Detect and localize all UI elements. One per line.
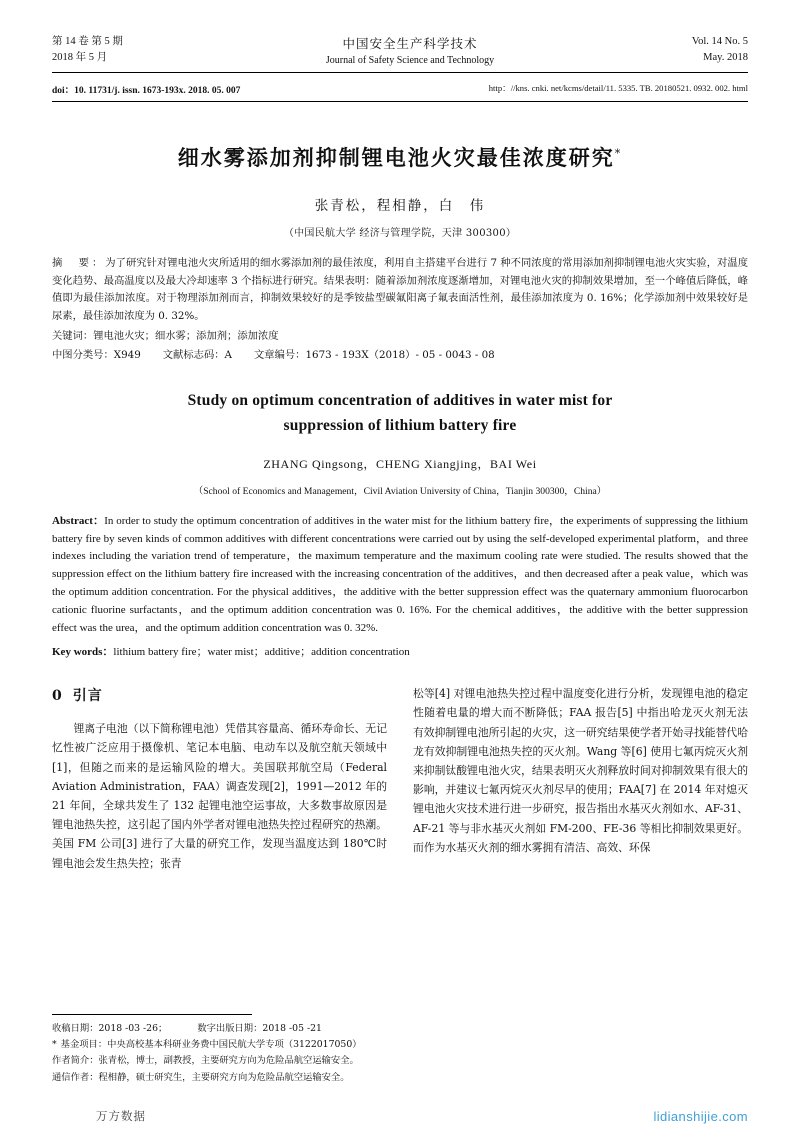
online-value: 2018 -05 -21 — [262, 1022, 322, 1034]
body-column-left — [52, 684, 387, 946]
footnote-area — [52, 1014, 748, 1086]
footnote-rule — [52, 1014, 252, 1015]
received-label: 收稿日期： — [52, 1022, 99, 1034]
affiliation-cn: （中国民航大学 经济与管理学院，天津 300300） — [283, 227, 517, 239]
clc-label: 中图分类号： — [52, 349, 114, 362]
clc-value: X949 — [113, 349, 141, 362]
journal-title-en: Journal of Safety Science and Technology — [325, 55, 495, 67]
footnote-corresponding — [52, 1070, 748, 1086]
author-bio-label: 作者简介： — [52, 1055, 99, 1067]
body-paragraph-left: 锂离子电池（以下简称锂电池）凭借其容量高、循环寿命长、无记忆性被广泛应用于摄像机、笔记本电脑、电动车以及航空航天领域中[1]，但随之而来的是运输风险的增大。美国联邦航空局（Federal Aviation Administration，FAA）调查发现[2]，1991—2012 年的 21 年间，全球共发生了 132 起锂电池空运事故，大多数事故原因是锂电池热失控，这引起了国内外学者对锂电池热失控过程研究的热潮。美国 FM 公司[3] 进行了大量的研究工作，发现当温度达到 180℃时锂电池会发生热失控；张青 — [52, 722, 387, 870]
title-footnote-mark: * — [614, 146, 623, 160]
journal-title-cn: 中国安全生产科学技术 — [342, 36, 478, 51]
body-columns — [52, 684, 748, 946]
body-column-right — [413, 684, 748, 946]
abstract-cn-text: 为了研究针对锂电池火灾所适用的细水雾添加剂的最佳浓度，利用自主搭建平台进行 7 种不同浓度的常用添加剂抑制锂电池火灾实验，对温度变化趋势、最高温度以及最大冷却速率 3 个指标进行研究。结果表明：随着添加剂浓度逐渐增加，对锂电池火灾的抑制效果增加，至一个峰值后降低，峰值即为最佳添加浓度。对于物理添加剂而言，抑制效果较好的是季铵盐型碳氟阳离子氟表面活性剂，最佳添加浓度为 0. 16%；化学添加剂中效果较好是尿素，最佳添加浓度为 0. 32%。 — [52, 256, 748, 322]
cnki-url[interactable]: http：//kns. cnki. net/kcms/detail/11. 5335. TB. 20180521. 0932. 002. html — [488, 82, 748, 93]
body-paragraph-right: 松等[4] 对锂电池热失控过程中温度变化进行分析，发现锂电池的稳定性随着电量的增大而不断降低；FAA 报告[5] 中指出哈龙灭火剂无法有效抑制锂电池所引起的火灾，这一研究结果使学者开始寻找能替代哈龙有效抑制锂电池热失控的灭火剂。Wang 等[6] 使用七氟丙烷灭火剂来抑制钛酸锂电池火灾，结果表明灭火剂释放时间对抑制效果有很大的影响，并建议七氟丙烷灭火剂尽早的使用；FAA[7] 在 2014 年对熄灭锂电池火灾技术进行进一步研究，报告指出水基灭火剂如水、AF-31、AF-21 等与非水基灭火剂如 FM-200、FE-36 等相比抑制效果更好。而作为水基灭火剂的细水雾拥有清洁、高效、环保 — [413, 687, 748, 854]
fund-star-mark: * — [52, 1039, 57, 1051]
running-head-right — [598, 34, 748, 67]
doi-rule — [52, 101, 748, 102]
title-en-line2: suppression of lithium battery fire — [283, 416, 517, 434]
author-bio-value: 张青松，博士，副教授，主要研究方向为危险品航空运输安全。 — [98, 1055, 359, 1067]
doi-row — [52, 82, 748, 101]
abstract-en — [52, 513, 748, 638]
doi-text: doi：10. 11731/j. issn. 1673-193x. 2018. 05. 007 — [52, 85, 241, 96]
authors-en: ZHANG Qingsong，CHENG Xiangjing，BAI Wei — [263, 456, 537, 471]
section-number: 0 — [52, 688, 63, 705]
running-head-left — [52, 34, 222, 67]
volume-issue: 第 14 卷 第 5 期 — [52, 36, 123, 47]
keywords-en — [52, 644, 748, 662]
running-head-center — [222, 34, 598, 69]
footnote-dates — [52, 1021, 748, 1037]
footnote-author — [52, 1053, 748, 1069]
received-value: 2018 -03 -26； — [98, 1022, 168, 1034]
page-title-en — [52, 389, 748, 439]
classification-cn — [52, 347, 748, 365]
corresponding-value: 程相静，硕士研究生，主要研究方向为危险品航空运输安全。 — [98, 1071, 350, 1083]
wanfang-mark: 万方数据 — [96, 1109, 146, 1123]
keywords-en-label: Key words： — [52, 646, 114, 659]
corresponding-label: 通信作者： — [52, 1071, 99, 1083]
keywords-en-text: lithium battery fire；water mist；additive；addition concentration — [113, 646, 410, 659]
title-cn-text: 细水雾添加剂抑制锂电池火灾最佳浓度研究 — [177, 144, 615, 170]
article-id-value: 1673 - 193X（2018）- 05 - 0043 - 08 — [305, 349, 495, 362]
title-en-line1: Study on optimum concentration of additives in water mist for — [187, 392, 613, 410]
online-label: 数字出版日期： — [197, 1022, 263, 1034]
abstract-en-text: In order to study the optimum concentration of additives in the water mist for the lithium battery fire，the experiments of suppressing the lithium battery fire by seven kinds of common additives with different concentrations were carried out by using the self-developed experimental platform，and three indexes including the variation trend of temperature，the maximum temperature and the maximum cooling rate were studied. The results showed that the suppression effect on the lithium battery fire increased with the increasing concentration of the additives，and then decreased after a peak value，which was the optimum addition concentration. For the physical additives，the additive with the better suppression effect was the quaternary ammonium fluorocarbon cationic fluorine surfactants，and the optimum addition concentration was 0. 16%. For the chemical additives，the additive with the better suppression effect was the urea，and the optimum addition concentration was 0. 32%. — [52, 514, 748, 634]
issue-date-en: May. 2018 — [703, 52, 748, 64]
issue-date-cn: 2018 年 5 月 — [52, 52, 108, 64]
volume-issue-en: Vol. 14 No. 5 — [691, 36, 748, 47]
doc-code-value: A — [224, 349, 232, 362]
page-title-cn — [52, 142, 748, 172]
section-title: 引言 — [72, 688, 103, 705]
abstract-cn-label: 摘 要： — [52, 256, 106, 269]
header-rule — [52, 72, 748, 73]
keywords-cn-text: 锂电池火灾；细水雾；添加剂；添加浓度 — [93, 329, 279, 342]
affiliation-en: （School of Economics and Management，Civil Aviation University of China，Tianjin 300300，China） — [193, 485, 607, 497]
site-watermark: lidianshijie.com — [653, 1109, 748, 1124]
keywords-cn-label: 关键词： — [52, 329, 94, 342]
fund-label: 基金项目： — [60, 1039, 108, 1051]
keywords-cn — [52, 328, 748, 346]
authors-cn: 张青松，程相静，白 伟 — [314, 197, 486, 214]
abstract-en-label: Abstract： — [52, 514, 105, 527]
abstract-cn — [52, 255, 748, 326]
section-heading — [52, 684, 387, 709]
doc-code-label: 文献标志码： — [162, 349, 225, 362]
article-id-label: 文章编号： — [253, 349, 306, 362]
footnote-fund — [52, 1037, 748, 1053]
running-head — [52, 34, 748, 69]
fund-value: 中央高校基本科研业务费中国民航大学专项（3122017050） — [107, 1039, 362, 1051]
